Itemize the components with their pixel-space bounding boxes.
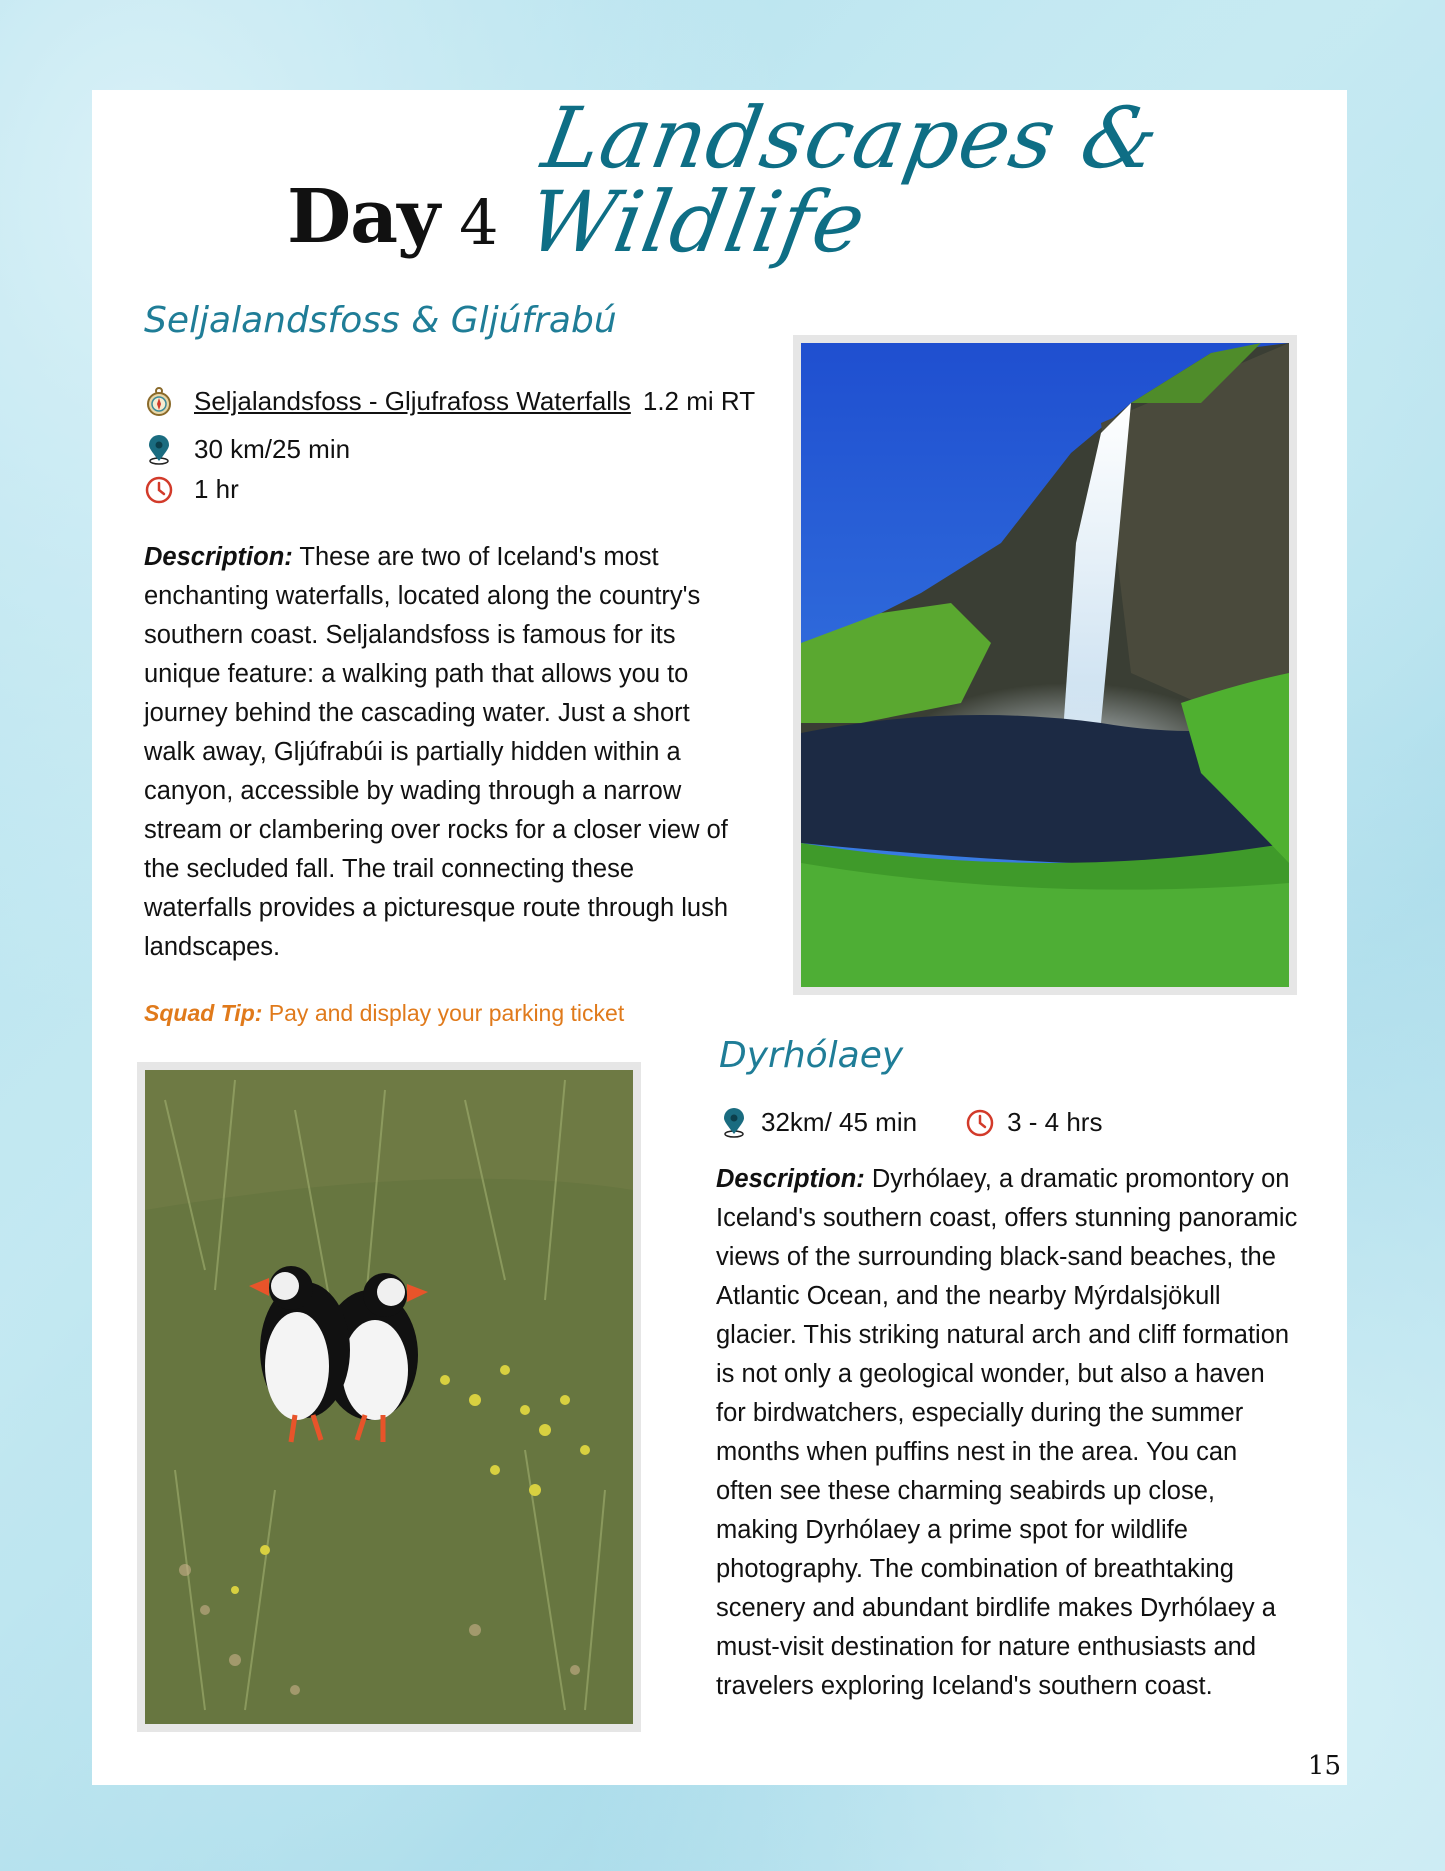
description-dyrholaey (716, 1160, 1301, 1706)
description-text: These are two of Iceland's most enchanting waterfalls, located along the country's southern coast. Seljalandsfoss is famous for its unique feature: a walking path that allows you to journey behind the cascading water. Just a short walk away, Gljúfrabúi is partially hidden within a canyon, accessible by wading through a narrow stream or clambering over rocks for a closer view of the secluded fall. The trail connecting these waterfalls provides a picturesque route through lush landscapes. (144, 543, 728, 961)
duration: 1 hr (194, 474, 239, 504)
tip-label: Squad Tip: (144, 1000, 263, 1026)
puffin-photo (137, 1062, 641, 1732)
page-number: 15 (1307, 1751, 1341, 1781)
section-title-seljalandsfoss: Seljalandsfoss & Gljúfrabú (144, 300, 617, 341)
description-text: Dyrhólaey, a dramatic promontory on Iceland's southern coast, offers stunning panoramic views of the surrounding black-sand beaches, the Atlantic Ocean, and the nearby Mýrdalsjökull glacier. This striking natural arch and cliff formation is not only a geological wonder, but also a haven for birdwatchers, especially during the summer months when puffins nest in the area. You can often see these charming seabirds up close, making Dyrhólaey a prime spot for wildlife photography. The combination of breathtaking scenery and abundant birdlife makes Dyrhólaey a must-visit destination for nature enthusiasts and travelers exploring Iceland's southern coast. (716, 1165, 1298, 1700)
description-label: Description: (144, 543, 293, 571)
clock-icon (965, 1108, 995, 1138)
trail-row (144, 386, 755, 417)
description-seljalandsfoss (144, 538, 744, 967)
squad-tip (144, 1000, 624, 1027)
drive-distance: 30 km/25 min (194, 434, 351, 464)
tip-text: Pay and display your parking ticket (262, 1000, 625, 1026)
page-title (287, 89, 1347, 280)
dyrholaey-drive: 32km/ 45 min (761, 1107, 918, 1137)
clock-icon (144, 475, 174, 505)
trail-distance: 1.2 mi RT (642, 386, 756, 416)
day-label: Day (287, 174, 440, 260)
trail-link[interactable]: Seljalandsfoss - Gljufrafoss Waterfalls (194, 386, 631, 416)
dyrholaey-duration: 3 - 4 hrs (1007, 1107, 1103, 1137)
description-label: Description: (716, 1165, 865, 1193)
waterfall-photo (793, 335, 1297, 995)
map-pin-icon (144, 435, 174, 465)
theme-title: Landscapes & Wildlife (520, 89, 1167, 271)
duration-row (144, 474, 239, 505)
dyrholaey-info-row (719, 1107, 1102, 1138)
page (92, 90, 1347, 1785)
day-number: 4 (459, 186, 499, 259)
compass-icon (144, 387, 174, 417)
drive-row (144, 434, 350, 465)
map-pin-icon (719, 1108, 749, 1138)
section-title-dyrholaey: Dyrhólaey (719, 1035, 904, 1076)
